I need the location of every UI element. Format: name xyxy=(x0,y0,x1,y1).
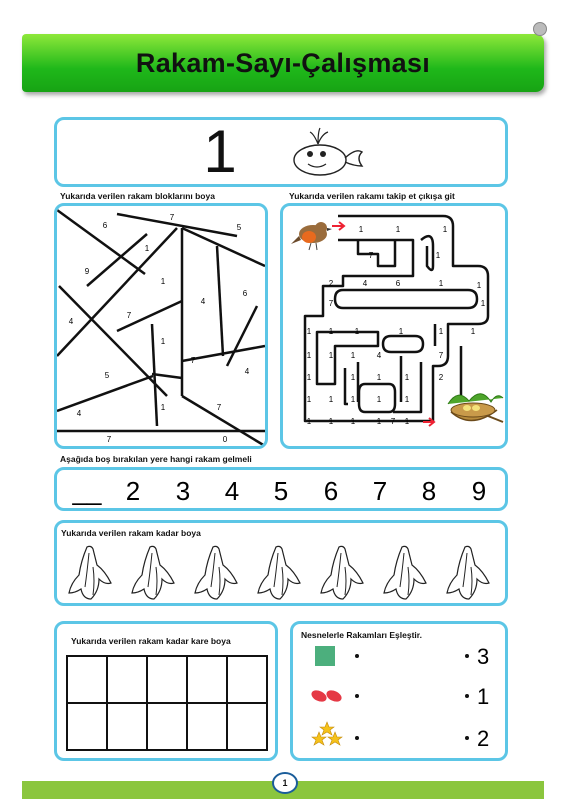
maze-number: 1 xyxy=(306,395,312,404)
banana-icon[interactable] xyxy=(321,546,363,599)
maze-number: 1 xyxy=(476,281,482,290)
block-number: 1 xyxy=(160,403,166,412)
block-number: 0 xyxy=(222,435,228,444)
maze-number: 1 xyxy=(470,327,476,336)
match-dot[interactable] xyxy=(465,694,469,698)
color-blocks-label: Yukarıda verilen rakam bloklarını boya xyxy=(60,191,215,201)
block-number: 9 xyxy=(84,267,90,276)
maze-number: 7 xyxy=(368,251,374,260)
block-number: 4 xyxy=(200,297,206,306)
banana-icon[interactable] xyxy=(195,546,237,599)
sequence-label: Aşağıda boş bırakılan yere hangi rakam gelmeli xyxy=(60,454,252,464)
maze-number: 1 xyxy=(376,417,382,426)
squares-grid[interactable] xyxy=(65,654,271,754)
match-dot[interactable] xyxy=(355,694,359,698)
maze-number: 1 xyxy=(395,225,401,234)
block-number: 4 xyxy=(244,367,250,376)
maze-number: 7 xyxy=(390,417,396,426)
maze-number: 1 xyxy=(442,225,448,234)
block-number: 5 xyxy=(236,223,242,232)
maze-number: 1 xyxy=(404,417,410,426)
match-dot[interactable] xyxy=(355,736,359,740)
red-leaves-icon xyxy=(310,688,344,704)
banana-icon[interactable] xyxy=(258,546,300,599)
sequence-number: 3 xyxy=(175,476,191,506)
squares-box xyxy=(54,621,278,761)
maze-number: 1 xyxy=(358,225,364,234)
block-number: 1 xyxy=(160,337,166,346)
maze-number: 6 xyxy=(395,279,401,288)
maze-number: 1 xyxy=(328,417,334,426)
sequence-box xyxy=(54,467,508,511)
block-number: 4 xyxy=(68,317,74,326)
maze-number: 1 xyxy=(306,417,312,426)
match-dot[interactable] xyxy=(465,736,469,740)
maze-number: 1 xyxy=(376,395,382,404)
maze-number: 1 xyxy=(398,327,404,336)
match-number: 2 xyxy=(477,726,490,751)
banana-icon[interactable] xyxy=(447,546,489,599)
maze-number: 7 xyxy=(438,351,444,360)
digit-display: 1 xyxy=(203,118,237,185)
match-number: 1 xyxy=(477,684,490,709)
sequence-row xyxy=(57,470,505,508)
block-number: 7 xyxy=(216,403,222,412)
maze-number: 2 xyxy=(328,279,334,288)
block-number: 4 xyxy=(76,409,82,418)
maze-number: 1 xyxy=(306,327,312,336)
bananas-row xyxy=(63,543,503,603)
banana-icon[interactable] xyxy=(384,546,426,599)
block-number: 6 xyxy=(242,289,248,298)
bananas-label: Yukarıda verilen rakam kadar boya xyxy=(61,528,201,538)
maze-number: 1 xyxy=(438,279,444,288)
sequence-number: 7 xyxy=(372,476,388,506)
maze-number: 1 xyxy=(438,327,444,336)
maze-number: 1 xyxy=(328,351,334,360)
maze-number: 4 xyxy=(376,351,382,360)
maze-number: 1 xyxy=(350,417,356,426)
digit-box xyxy=(54,117,508,187)
maze-number: 1 xyxy=(435,251,441,260)
robin-bird-icon xyxy=(291,222,332,250)
squares-label: Yukarıda verilen rakam kadar kare boya xyxy=(71,636,231,646)
maze-number: 1 xyxy=(328,395,334,404)
sequence-number: 6 xyxy=(323,476,339,506)
whale-icon xyxy=(290,122,370,180)
match-box xyxy=(290,621,508,761)
page-number: 1 xyxy=(272,772,298,794)
maze-number: 1 xyxy=(328,327,334,336)
color-blocks-puzzle[interactable] xyxy=(57,206,265,446)
maze-label: Yukarıda verilen rakamı takip et çıkışa git xyxy=(289,191,455,201)
block-number: 7 xyxy=(190,356,196,365)
pin-icon xyxy=(533,22,547,36)
maze-number: 7 xyxy=(328,299,334,308)
maze-number: 1 xyxy=(354,327,360,336)
match-dot[interactable] xyxy=(465,654,469,658)
maze-box xyxy=(280,203,508,449)
block-number: 6 xyxy=(102,221,108,230)
match-label: Nesnelerle Rakamları Eşleştir. xyxy=(301,630,422,640)
title-banner xyxy=(22,34,544,92)
match-dot[interactable] xyxy=(355,654,359,658)
maze-number: 1 xyxy=(350,373,356,382)
maze-puzzle[interactable] xyxy=(283,206,505,446)
maze-number: 1 xyxy=(480,299,486,308)
maze-number: 2 xyxy=(438,373,444,382)
maze-number: 1 xyxy=(404,395,410,404)
sequence-blank[interactable]: __ xyxy=(72,476,102,506)
maze-number: 4 xyxy=(362,279,368,288)
maze-number: 1 xyxy=(350,351,356,360)
sequence-number: 4 xyxy=(224,476,240,506)
maze-number: 1 xyxy=(376,373,382,382)
block-number: 1 xyxy=(160,277,166,286)
bananas-box xyxy=(54,520,508,606)
block-number: 5 xyxy=(104,371,110,380)
stars-icon xyxy=(312,722,342,745)
block-number: 7 xyxy=(126,311,132,320)
green-square-icon xyxy=(315,646,335,666)
maze-number: 1 xyxy=(306,351,312,360)
maze-number: 1 xyxy=(350,395,356,404)
sequence-number: 8 xyxy=(421,476,437,506)
match-rows xyxy=(299,642,505,760)
block-number: 1 xyxy=(144,244,150,253)
banana-icon[interactable] xyxy=(69,546,111,599)
block-number: 7 xyxy=(106,435,112,444)
bird-nest-icon xyxy=(448,394,503,422)
color-blocks-box xyxy=(54,203,268,449)
block-number: 7 xyxy=(169,213,175,222)
sequence-number: 5 xyxy=(273,476,289,506)
maze-number: 1 xyxy=(404,373,410,382)
sequence-number: 9 xyxy=(471,476,487,506)
sequence-number: 2 xyxy=(125,476,141,506)
match-number: 3 xyxy=(477,644,490,669)
banana-icon[interactable] xyxy=(132,546,174,599)
maze-number: 1 xyxy=(306,373,312,382)
page-title: Rakam-Sayı-Çalışması xyxy=(135,47,431,78)
